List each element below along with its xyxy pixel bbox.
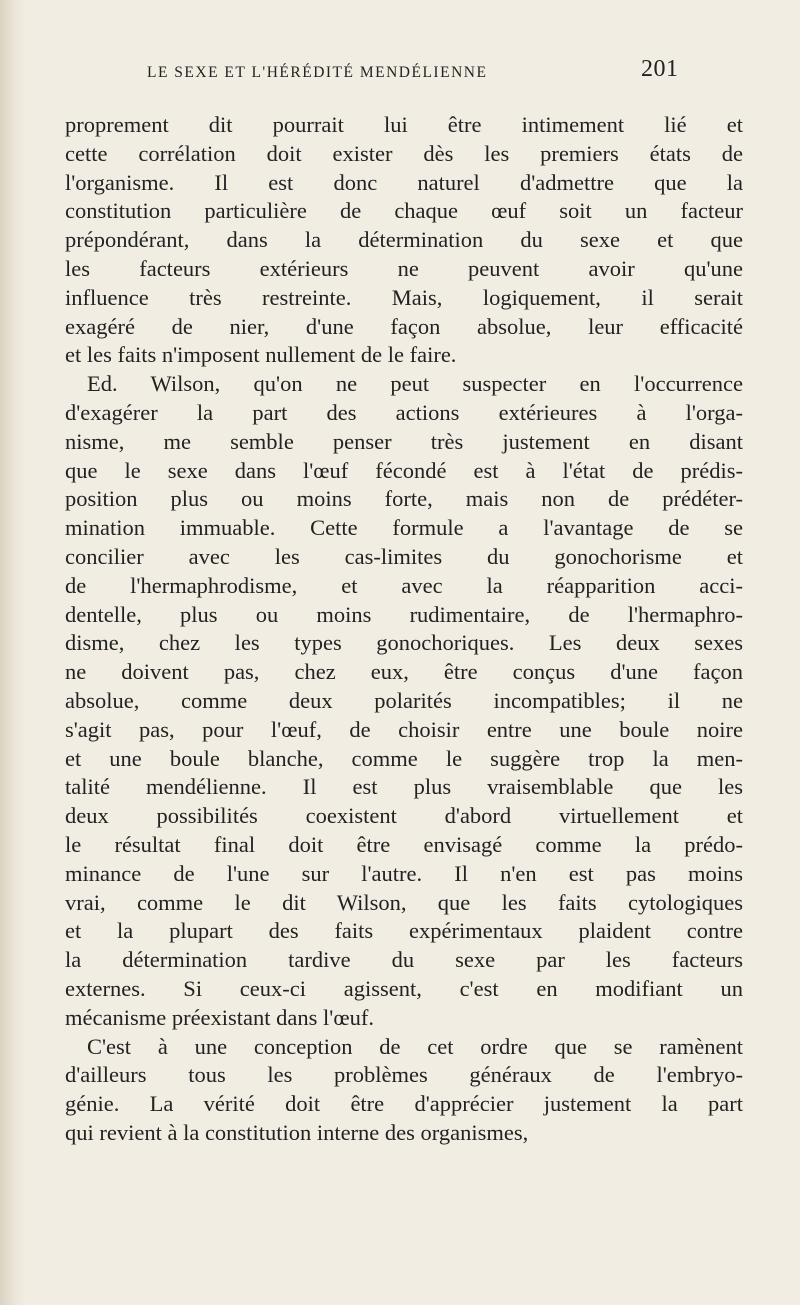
text-line: influence très restreinte. Mais, logiquement, il serait <box>65 284 743 310</box>
text-line: d'exagérer la part des actions extérieures à l'orga- <box>65 400 743 425</box>
text-line: dentelle, plus ou moins rudimentaire, de l'hermaphro- <box>65 601 743 627</box>
text-line: et les faits n'imposent nullement de le faire. <box>65 342 457 368</box>
text-line: l'organisme. Il est donc naturel d'admettre que la <box>65 169 743 195</box>
text-line: talité mendélienne. Il est plus vraisemblable que les <box>65 774 743 800</box>
text-line: s'agit pas, pour l'œuf, de choisir entre une boule noire <box>65 716 743 742</box>
text-line: externes. Si ceux-ci agissent, c'est en modifiant un <box>65 976 743 1001</box>
text-line: de l'hermaphrodisme, et avec la réapparition acci- <box>65 572 743 598</box>
text-line: position plus ou moins forte, mais non de prédéter- <box>65 486 743 512</box>
text-line: les facteurs extérieurs ne peuvent avoir qu'une <box>65 256 743 281</box>
text-line: proprement dit pourrait lui être intimement lié et <box>65 112 743 137</box>
text-line: vrai, comme le dit Wilson, que les faits cytologiques <box>65 889 743 915</box>
text-line: que le sexe dans l'œuf fécondé est à l'état de prédis- <box>65 457 743 483</box>
text-line: concilier avec les cas-limites du gonochorisme et <box>65 544 743 569</box>
text-line: constitution particulière de chaque œuf soit un facteur <box>65 198 743 224</box>
text-line: et une boule blanche, comme le suggère trop la men- <box>65 745 743 771</box>
text-line: Ed. Wilson, qu'on ne peut suspecter en l'occurrence <box>87 371 743 397</box>
text-line: d'ailleurs tous les problèmes généraux de l'embryo- <box>65 1062 743 1088</box>
text-line: deux possibilités coexistent d'abord virtuellement et <box>65 803 743 829</box>
page-header <box>0 56 800 86</box>
text-line: le résultat final doit être envisagé comme la prédo- <box>65 832 743 857</box>
text-line: prépondérant, dans la détermination du sexe et que <box>65 227 743 253</box>
text-line: qui revient à la constitution interne des organismes, <box>65 1120 529 1145</box>
text-line: C'est à une conception de cet ordre que se ramènent <box>87 1033 743 1059</box>
text-line: disme, chez les types gonochoriques. Les deux sexes <box>65 630 743 656</box>
text-line: mination immuable. Cette formule a l'avantage de se <box>65 515 743 541</box>
text-line: et la plupart des faits expérimentaux plaident contre <box>65 918 743 944</box>
text-line: la détermination tardive du sexe par les facteurs <box>65 947 743 973</box>
page-number: 201 <box>641 56 679 82</box>
text-line: minance de l'une sur l'autre. Il n'en est pas moins <box>65 860 743 886</box>
text-line: absolue, comme deux polarités incompatibles; il ne <box>65 688 743 713</box>
text-line: mécanisme préexistant dans l'œuf. <box>65 1004 374 1030</box>
text-line: nisme, me semble penser très justement en disant <box>65 428 743 454</box>
text-line: cette corrélation doit exister dès les premiers états de <box>65 140 743 166</box>
text-line: génie. La vérité doit être d'apprécier justement la part <box>65 1091 743 1117</box>
running-head: LE SEXE ET L'HÉRÉDITÉ MENDÉLIENNE <box>147 64 488 81</box>
page-gutter <box>0 0 26 1305</box>
text-line: exagéré de nier, d'une façon absolue, leur efficacité <box>65 313 743 339</box>
text-line: ne doivent pas, chez eux, être conçus d'une façon <box>65 659 743 685</box>
